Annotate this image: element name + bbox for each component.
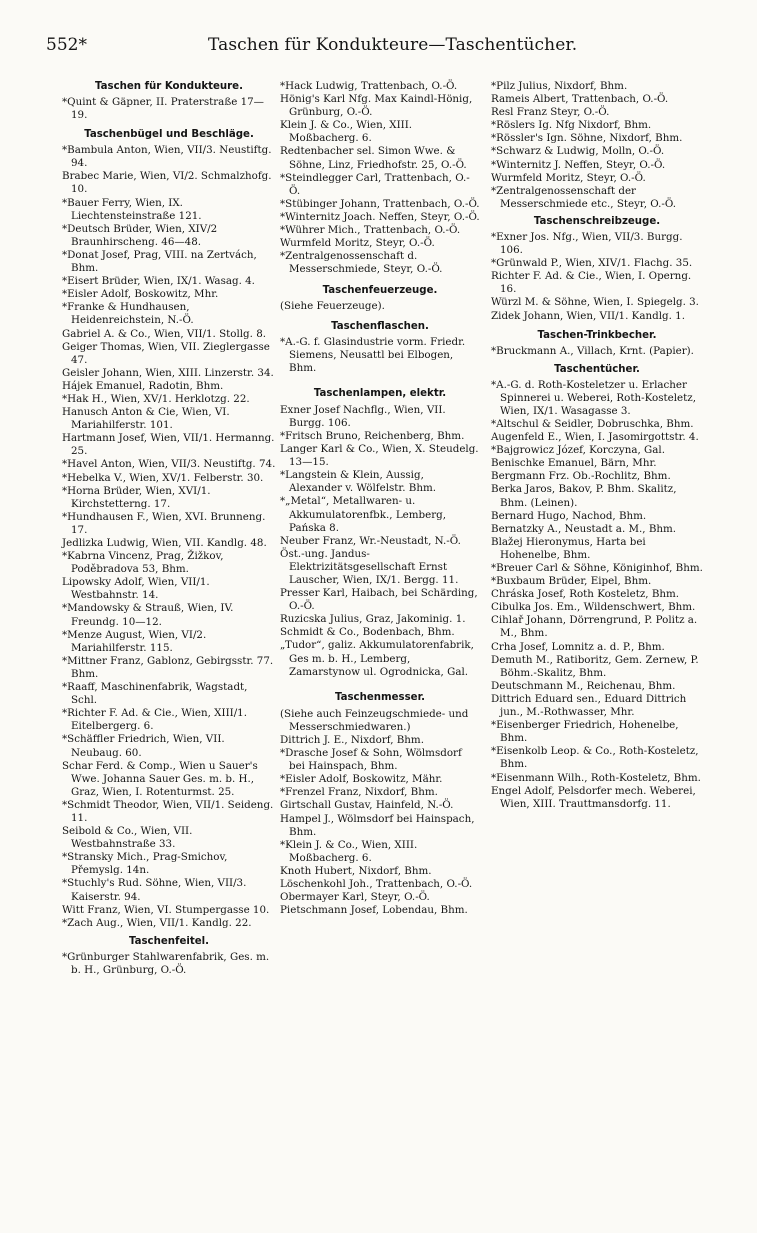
directory-entry: Obermayer Karl, Steyr, O.-Ö.: [280, 891, 430, 904]
directory-entry: Gabriel A. & Co., Wien, VII/1. Stollg. 8.: [62, 327, 267, 340]
section-heading: Taschenflaschen.: [331, 320, 429, 332]
directory-entry: *Grünburger Stahlwarenfabrik, Ges. m. b. H., Grünburg, O.-Ö.: [62, 950, 270, 976]
directory-entry: Neuber Franz, Wr.-Neustadt, N.-Ö.: [280, 534, 461, 547]
directory-entry: *Zach Aug., Wien, VII/1. Kandlg. 22.: [62, 916, 252, 929]
directory-entry: *Richter F. Ad. & Cie., Wien, XIII/1. Eitelbergerg. 6.: [62, 707, 247, 733]
directory-entry: *Hebelka V., Wien, XV/1. Felberstr. 30.: [62, 471, 264, 484]
directory-entry: Hájek Emanuel, Radotin, Bhm.: [62, 379, 224, 392]
directory-entry: *„Metal“, Metallwaren- u. Akkumulatorenfbk., Lemberg, Pańska 8.: [280, 495, 446, 534]
directory-entry: Löschenkohl Joh., Trattenbach, O.-Ö.: [280, 877, 473, 890]
directory-entry: *Quint & Gäpner, II. Praterstraße 17—19.: [62, 96, 264, 122]
directory-entry: *Röslers Ig. Nfg Nixdorf, Bhm.: [491, 119, 652, 132]
directory-entry: Benischke Emanuel, Bärn, Mhr.: [491, 457, 657, 470]
directory-entry: *Raaff, Maschinenfabrik, Wagstadt, Schl.: [62, 681, 248, 707]
directory-entry: *Fritsch Bruno, Reichenberg, Bhm.: [280, 429, 465, 442]
directory-entry: *Stuchly's Rud. Söhne, Wien, VII/3. Kaiserstr. 94.: [62, 877, 247, 903]
directory-entry: (Siehe auch Feinzeugschmiede- und Messerschmiedwaren.): [280, 707, 469, 733]
directory-entry: Schmidt & Co., Bodenbach, Bhm.: [280, 626, 455, 639]
directory-entry: *Menze August, Wien, VI/2. Mariahilferstr. 115.: [62, 628, 207, 654]
section-heading: Taschenbügel und Beschläge.: [84, 129, 254, 141]
directory-entry: Wurmfeld Moritz, Steyr, O.-Ö.: [280, 237, 435, 250]
directory-entry: *Eisenberger Friedrich, Hohenelbe, Bhm.: [491, 719, 679, 745]
directory-entry: *Bambula Anton, Wien, VII/3. Neustiftg. 94.: [62, 144, 272, 170]
directory-entry: *Schmidt Theodor, Wien, VII/1. Seideng. 11.: [62, 798, 274, 824]
directory-entry: Engel Adolf, Pelsdorfer mech. Weberei, Wien, XIII. Trauttmansdorfg. 11.: [491, 784, 696, 810]
directory-entry: *Langstein & Klein, Aussig, Alexander v. Wölfelstr. Bhm.: [280, 469, 436, 495]
directory-entry: *Drasche Josef & Sohn, Wölmsdorf bei Hainspach, Bhm.: [280, 747, 462, 773]
directory-entry: *Mittner Franz, Gablonz, Gebirgsstr. 77. Bhm.: [62, 654, 274, 680]
page-number: 552*: [46, 35, 87, 55]
directory-entry: Chráska Josef, Roth Kosteletz, Bhm.: [491, 588, 680, 601]
column-left: [62, 80, 276, 977]
directory-entry: *Hundhausen F., Wien, XVI. Brunneng. 17.: [62, 510, 266, 536]
directory-entry: Hönig's Karl Nfg. Max Kaindl-Hönig, Grünburg, O.-Ö.: [280, 93, 473, 119]
directory-entry: Deutschmann M., Reichenau, Bhm.: [491, 679, 676, 692]
directory-entry: *Altschul & Seidler, Dobruschka, Bhm.: [491, 417, 694, 430]
directory-entry: Demuth M., Ratiboritz, Gem. Zernew, P. Böhm.-Skalitz, Bhm.: [491, 653, 699, 679]
directory-entry: *Steindlegger Carl, Trattenbach, O.-Ö.: [280, 171, 470, 197]
directory-entry: Witt Franz, Wien, VI. Stumpergasse 10.: [62, 903, 270, 916]
directory-entry: Pietschmann Josef, Lobendau, Bhm.: [280, 904, 468, 917]
directory-entry: *A.-G. f. Glasindustrie vorm. Friedr. Siemens, Neusattl bei Elbogen, Bhm.: [280, 335, 466, 374]
directory-entry: *Kabrna Vincenz, Prag, Žižkov, Poděbradova 53, Bhm.: [62, 550, 224, 576]
directory-entry: *Breuer Carl & Söhne, Königinhof, Bhm.: [491, 562, 703, 574]
directory-entry: *Eisert Brüder, Wien, IX/1. Wasag. 4.: [62, 275, 255, 288]
directory-entry: Augenfeld E., Wien, I. Jasomirgottstr. 4.: [491, 431, 699, 444]
directory-entry: Brabec Marie, Wien, VI/2. Schmalzhofg. 10.: [62, 170, 272, 196]
directory-entry: *Grünwald P., Wien, XIV/1. Flachg. 35.: [491, 257, 693, 270]
directory-entry: Redtenbacher sel. Simon Wwe. & Söhne, Linz, Friedhofstr. 25, O.-Ö.: [280, 145, 467, 171]
directory-entry: Richter F. Ad. & Cie., Wien, I. Operng. 16.: [491, 270, 692, 296]
section-heading: Taschenlampen, elektr.: [313, 387, 447, 399]
directory-entry: Rameis Albert, Trattenbach, O.-Ö.: [491, 93, 669, 106]
directory-entry: Jedlizka Ludwig, Wien, VII. Kandlg. 48.: [62, 537, 267, 549]
directory-entry: Knoth Hubert, Nixdorf, Bhm.: [280, 864, 432, 877]
section-heading: Taschenschreibzeuge.: [533, 215, 661, 227]
directory-entry: *Winternitz J. Neffen, Steyr, O.-Ö.: [491, 158, 666, 171]
directory-entry: Crha Josef, Lomnitz a. d. P., Bhm.: [491, 640, 665, 653]
directory-entry: Wurmfeld Moritz, Steyr, O.-Ö.: [491, 171, 646, 184]
directory-entry: *Stransky Mich., Prag-Smichov, Přemyslg. 14n.: [62, 851, 228, 877]
directory-entry: *Eisler Adolf, Boskowitz, Mhr.: [62, 288, 219, 301]
directory-entry: Hartmann Josef, Wien, VII/1. Hermanng. 25.: [62, 432, 275, 458]
directory-entry: *Buxbaum Brüder, Eipel, Bhm.: [491, 575, 652, 588]
section-heading: Taschen-Trinkbecher.: [537, 329, 657, 341]
directory-entry: „Tudor“, galiz. Akkumulatorenfabrik, Ges m. b. H., Lemberg, Zamarstynow ul. Ogrodnicka, Gal.: [280, 639, 474, 678]
directory-entry: *Bajgrowicz Józef, Korczyna, Gal.: [491, 444, 665, 457]
directory-entry: *Mandowsky & Strauß, Wien, IV. Freundg. 10—12.: [62, 602, 234, 628]
directory-entry: Cibulka Jos. Em., Wildenschwert, Bhm.: [491, 601, 696, 614]
column-middle: [280, 80, 480, 917]
directory-entry: *Pilz Julius, Nixdorf, Bhm.: [491, 80, 628, 92]
section-heading: Taschen für Kondukteure.: [95, 81, 243, 92]
page-header: [0, 30, 757, 62]
section-heading: Taschenmesser.: [334, 691, 426, 703]
directory-entry: Exner Josef Nachflg., Wien, VII. Burgg. 106.: [280, 403, 446, 429]
section-heading: Taschenfeuerzeuge.: [322, 285, 438, 297]
section-heading: Taschenfeitel.: [128, 935, 209, 947]
directory-entry: Bergmann Frz. Ob.-Rochlitz, Bhm.: [491, 470, 671, 483]
directory-entry: Lipowsky Adolf, Wien, VII/1. Westbahnstr. 14.: [62, 576, 210, 602]
directory-entry: *Schäffler Friedrich, Wien, VII. Neubaug. 60.: [62, 733, 225, 759]
directory-entry: Hanusch Anton & Cie, Wien, VI. Mariahilferstr. 101.: [62, 406, 230, 432]
directory-entry: *Stübinger Johann, Trattenbach, O.-Ö.: [280, 197, 480, 210]
directory-entry: Blažej Hieronymus, Harta bei Hohenelbe, Bhm.: [491, 535, 646, 561]
directory-entry: *Exner Jos. Nfg., Wien, VII/3. Burgg. 106.: [491, 230, 683, 257]
directory-entry: *Rössler's Ign. Söhne, Nixdorf, Bhm.: [491, 132, 683, 145]
column-right: [491, 80, 703, 811]
directory-entry: Dittrich J. E., Nixdorf, Bhm.: [280, 733, 424, 746]
directory-entry: *Wührer Mich., Trattenbach, O.-Ö.: [280, 224, 461, 237]
directory-entry: Presser Karl, Haibach, bei Schärding, O.-Ö.: [280, 587, 478, 613]
directory-entry: Hampel J., Wölmsdorf bei Hainspach, Bhm.: [280, 812, 475, 838]
directory-entry: *Frenzel Franz, Nixdorf, Bhm.: [280, 786, 438, 799]
section-heading: Taschentücher.: [554, 363, 640, 375]
directory-entry: *Bruckmann A., Villach, Krnt. (Papier).: [491, 344, 694, 357]
directory-entry: Langer Karl & Co., Wien, X. Steudelg. 13—15.: [280, 443, 479, 469]
directory-entry: *Horna Brüder, Wien, XVI/1. Kirchstetterng. 17.: [62, 484, 211, 510]
page-title: Taschen für Kondukteure—Taschentücher.: [208, 35, 578, 55]
directory-entry: *Klein J. & Co., Wien, XIII. Moßbacherg. 6.: [280, 838, 418, 864]
directory-entry: *Winternitz Joach. Neffen, Steyr, O.-Ö.: [280, 210, 480, 223]
directory-entry: *Franke & Hundhausen, Heidenreichstein, N.-Ö.: [62, 301, 194, 327]
directory-entry: *Zentralgenossenschaft der Messerschmiede etc., Steyr, O.-Ö.: [491, 184, 676, 210]
directory-entry: *Havel Anton, Wien, VII/3. Neustiftg. 74.: [62, 458, 276, 471]
directory-entry: *Deutsch Brüder, Wien, XIV/2 Braunhirscheng. 46—48.: [62, 222, 218, 248]
directory-entry: *Eisenkolb Leop. & Co., Roth-Kosteletz, Bhm.: [491, 745, 699, 771]
directory-entry: Bernard Hugo, Nachod, Bhm.: [491, 509, 647, 522]
directory-entry: Bernatzky A., Neustadt a. M., Bhm.: [491, 522, 677, 535]
directory-entry: Ruzicska Julius, Graz, Jakominig. 1.: [280, 613, 466, 626]
directory-entry: (Siehe Feuerzeuge).: [280, 300, 385, 313]
directory-entry: *Eisler Adolf, Boskowitz, Mähr.: [280, 773, 443, 786]
directory-entry: Zidek Johann, Wien, VII/1. Kandlg. 1.: [491, 309, 685, 322]
directory-entry: *Eisenmann Wilh., Roth-Kosteletz, Bhm.: [491, 771, 701, 784]
directory-entry: Berka Jaros, Bakov, P. Bhm. Skalitz, Bhm. (Leinen).: [491, 483, 677, 509]
directory-entry: *A.-G. d. Roth-Kosteletzer u. Erlacher Spinnerei u. Weberei, Roth-Kosteletz, Wien, IX/1. Wasagasse 3.: [491, 378, 696, 417]
directory-entry: Cihlař Johann, Dörrengrund, P. Politz a. M., Bhm.: [491, 614, 698, 640]
directory-entry: *Schwarz & Ludwig, Molln, O.-Ö.: [491, 145, 665, 158]
directory-entry: Öst.-ung. Jandus-Elektrizitätsgesellschaft Ernst Lauscher, Wien, IX/1. Bergg. 11.: [280, 547, 459, 586]
directory-entry: Geisler Johann, Wien, XIII. Linzerstr. 34.: [62, 366, 274, 379]
directory-entry: Resl Franz Steyr, O.-Ö.: [491, 106, 610, 119]
directory-entry: *Hack Ludwig, Trattenbach, O.-Ö.: [280, 80, 458, 92]
directory-entry: Klein J. & Co., Wien, XIII. Moßbacherg. 6.: [280, 119, 413, 145]
directory-entry: Girtschall Gustav, Hainfeld, N.-Ö.: [280, 799, 454, 812]
directory-entry: Geiger Thomas, Wien, VII. Zieglergasse 47.: [62, 340, 270, 366]
directory-entry: *Hak H., Wien, XV/1. Herklotzg. 22.: [62, 392, 250, 405]
directory-entry: Seibold & Co., Wien, VII. Westbahnstraße 33.: [62, 825, 193, 851]
directory-entry: Dittrich Eduard sen., Eduard Dittrich jun., M.-Rothwasser, Mhr.: [491, 692, 687, 719]
directory-entry: *Zentralgenossenschaft d. Messerschmiede, Steyr, O.-Ö.: [280, 250, 443, 276]
directory-entry: Würzl M. & Söhne, Wien, I. Spiegelg. 3.: [491, 296, 699, 309]
directory-entry: Schar Ferd. & Comp., Wien u Sauer's Wwe. Johanna Sauer Ges. m. b. H., Graz, Wien, I. Rotenturmst. 25.: [62, 759, 258, 798]
directory-entry: *Bauer Ferry, Wien, IX. Liechtensteinstraße 121.: [62, 196, 202, 222]
directory-entry: *Donat Josef, Prag, VIII. na Zertvách, Bhm.: [62, 248, 257, 275]
